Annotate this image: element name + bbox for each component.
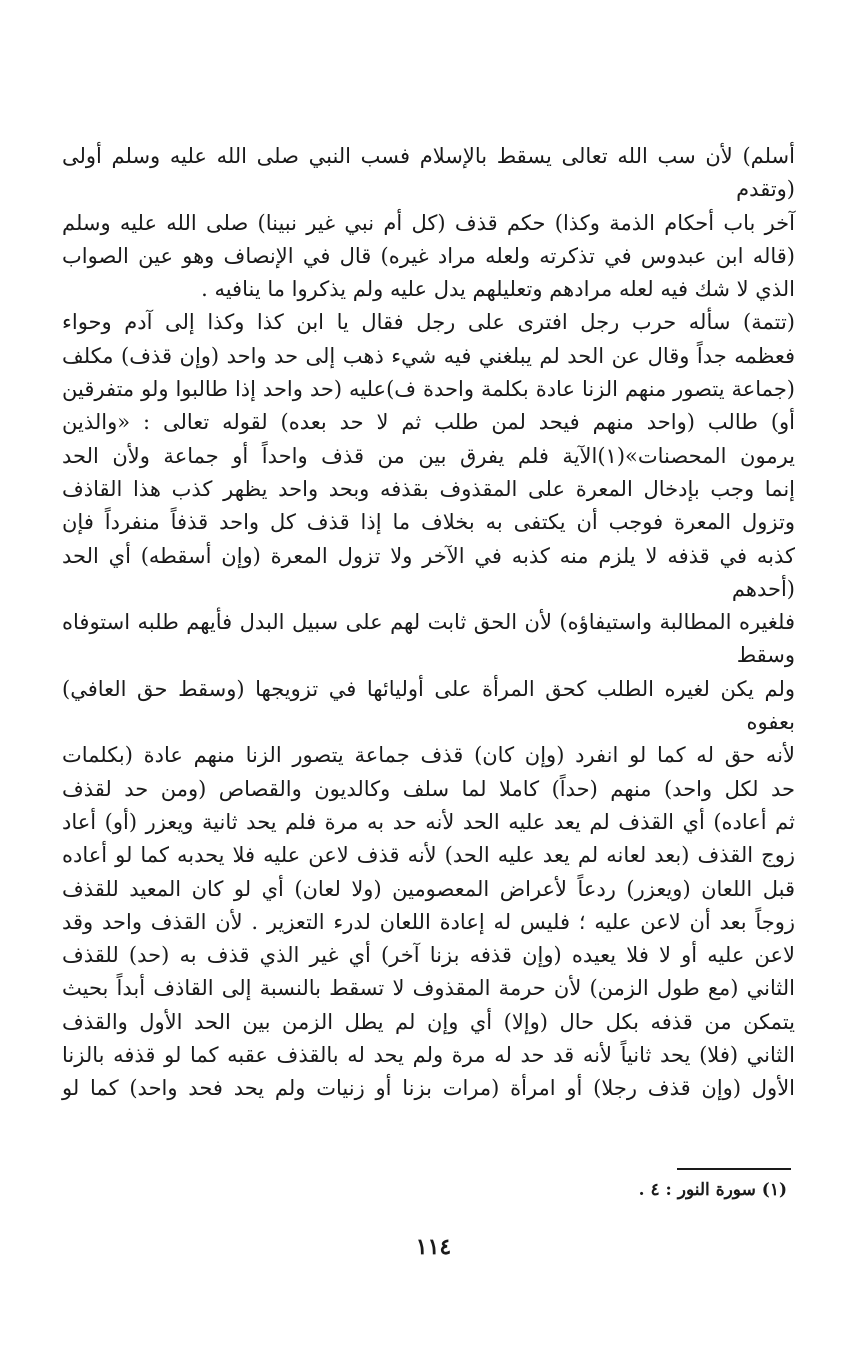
text-line: لاعن عليه أو لا فلا يعيده (وإن قذفه بزنا آخر) أي غير الذي قذف به (حد) للقذف xyxy=(62,943,795,968)
text-line: ولم يكن لغيره الطلب كحق المرأة على أوليائها في تزويجها (وسقط حق العافي) بعفوه xyxy=(62,676,795,735)
text-line: كذبه في قذفه لا يلزم منه كذبه في الآخر ولا تزول المعرة (وإن أسقطه) أي الحد (أحدهم xyxy=(62,543,795,601)
text-line: (تتمة) سأله حرب رجل افترى على رجل فقال يا ابن كذا وكذا إلى آدم وحواء xyxy=(62,310,795,335)
text-line: الثاني (فلا) يحد ثانياً لأنه قد حد له مرة ولم يحد له بالقذف عقبه كما لو قذفه بالزنا xyxy=(62,1043,795,1068)
text-line: الأول (وإن قذف رجلا) أو امرأة (مرات بزنا أو زنيات ولم يحد فحد واحد) كما لو xyxy=(62,1076,795,1101)
text-line: إنما وجب بإدخال المعرة على المقذوف بقذفه وبحد واحد يظهر كذب هذا القاذف xyxy=(62,476,795,501)
text-line: (جماعة يتصور منهم الزنا عادة بكلمة واحدة ف)عليه (حد واحد إذا طالبوا ولو متفرقين xyxy=(62,377,795,402)
footnote-rule xyxy=(677,1168,791,1170)
text-line: زوج القذف (بعد لعانه لم يعد عليه الحد) لأنه قذف لاعن عليه فلا يحدبه كما لو أعاده xyxy=(62,843,795,868)
body-text xyxy=(62,140,795,1106)
text-line: (قاله ابن عبدوس في تذكرته ولعله مراد غيره) قال في الإنصاف وهو عين الصواب xyxy=(62,243,795,268)
footnote: (١) سورة النور : ٤ . xyxy=(638,1180,787,1200)
text-line: أسلم) لأن سب الله تعالى يسقط بالإسلام فسب النبي صلى الله عليه وسلم أولى (وتقدم xyxy=(62,144,795,202)
text-line: زوجاً بعد أن لاعن عليه ؛ فليس له إعادة اللعان لدرء التعزير . لأن القذف واحد وقد xyxy=(62,909,795,934)
text-line: حد لكل واحد) منهم (حداً) كاملا لما سلف وكالديون والقصاص (ومن حد لقذف xyxy=(62,776,795,801)
text-line: فلغيره المطالبة واستيفاؤه) لأن الحق ثابت لهم على سبيل البدل فأيهم طلبه استوفاه وسقط xyxy=(62,610,795,668)
text-line: آخر باب أحكام الذمة وكذا) حكم قذف (كل أم نبي غير نبينا) صلى الله عليه وسلم xyxy=(62,210,795,235)
text-line: وتزول المعرة فوجب أن يكتفى به بخلاف ما إذا قذف كل واحد قذفاً منفرداً فإن xyxy=(62,510,795,535)
text-line: لأنه حق له كما لو انفرد (وإن كان) قذف جماعة يتصور الزنا منهم عادة (بكلمات xyxy=(62,743,795,768)
text-line: ثم أعاده) أي القذف لم يعد عليه الحد لأنه حد به مرة فلم يحد ثانية ويعزر (أو) أعاد xyxy=(62,809,795,834)
text-line: يتمكن من قذفه بكل حال (وإلا) أي وإن لم يطل الزمن بين الحد الأول والقذف xyxy=(62,1009,795,1034)
text-line: الثاني (مع طول الزمن) لأن حرمة المقذوف لا تسقط بالنسبة إلى القاذف أبداً بحيث xyxy=(62,976,795,1001)
text-line: قبل اللعان (ويعزر) ردعاً لأعراض المعصومين (ولا لعان) أي لو كان المعيد للقذف xyxy=(62,876,795,901)
text-line: يرمون المحصنات»(١)الآية فلم يفرق بين من قذف واحداً أو جماعة ولأن الحد xyxy=(62,443,796,468)
text-line: أو) طالب (واحد منهم فيحد لمن طلب ثم لا حد بعده) لقوله تعالى : «والذين xyxy=(62,410,795,435)
page-number: ١١٤ xyxy=(415,1234,452,1260)
text-line: الذي لا شك فيه لعله مرادهم وتعليلهم يدل عليه ولم يذكروا ما ينافيه . xyxy=(201,277,795,302)
text-line: فعظمه جداً وقال عن الحد لم يبلغني فيه شيء ذهب إلى حد واحد (وإن قذف) مكلف xyxy=(62,343,795,368)
